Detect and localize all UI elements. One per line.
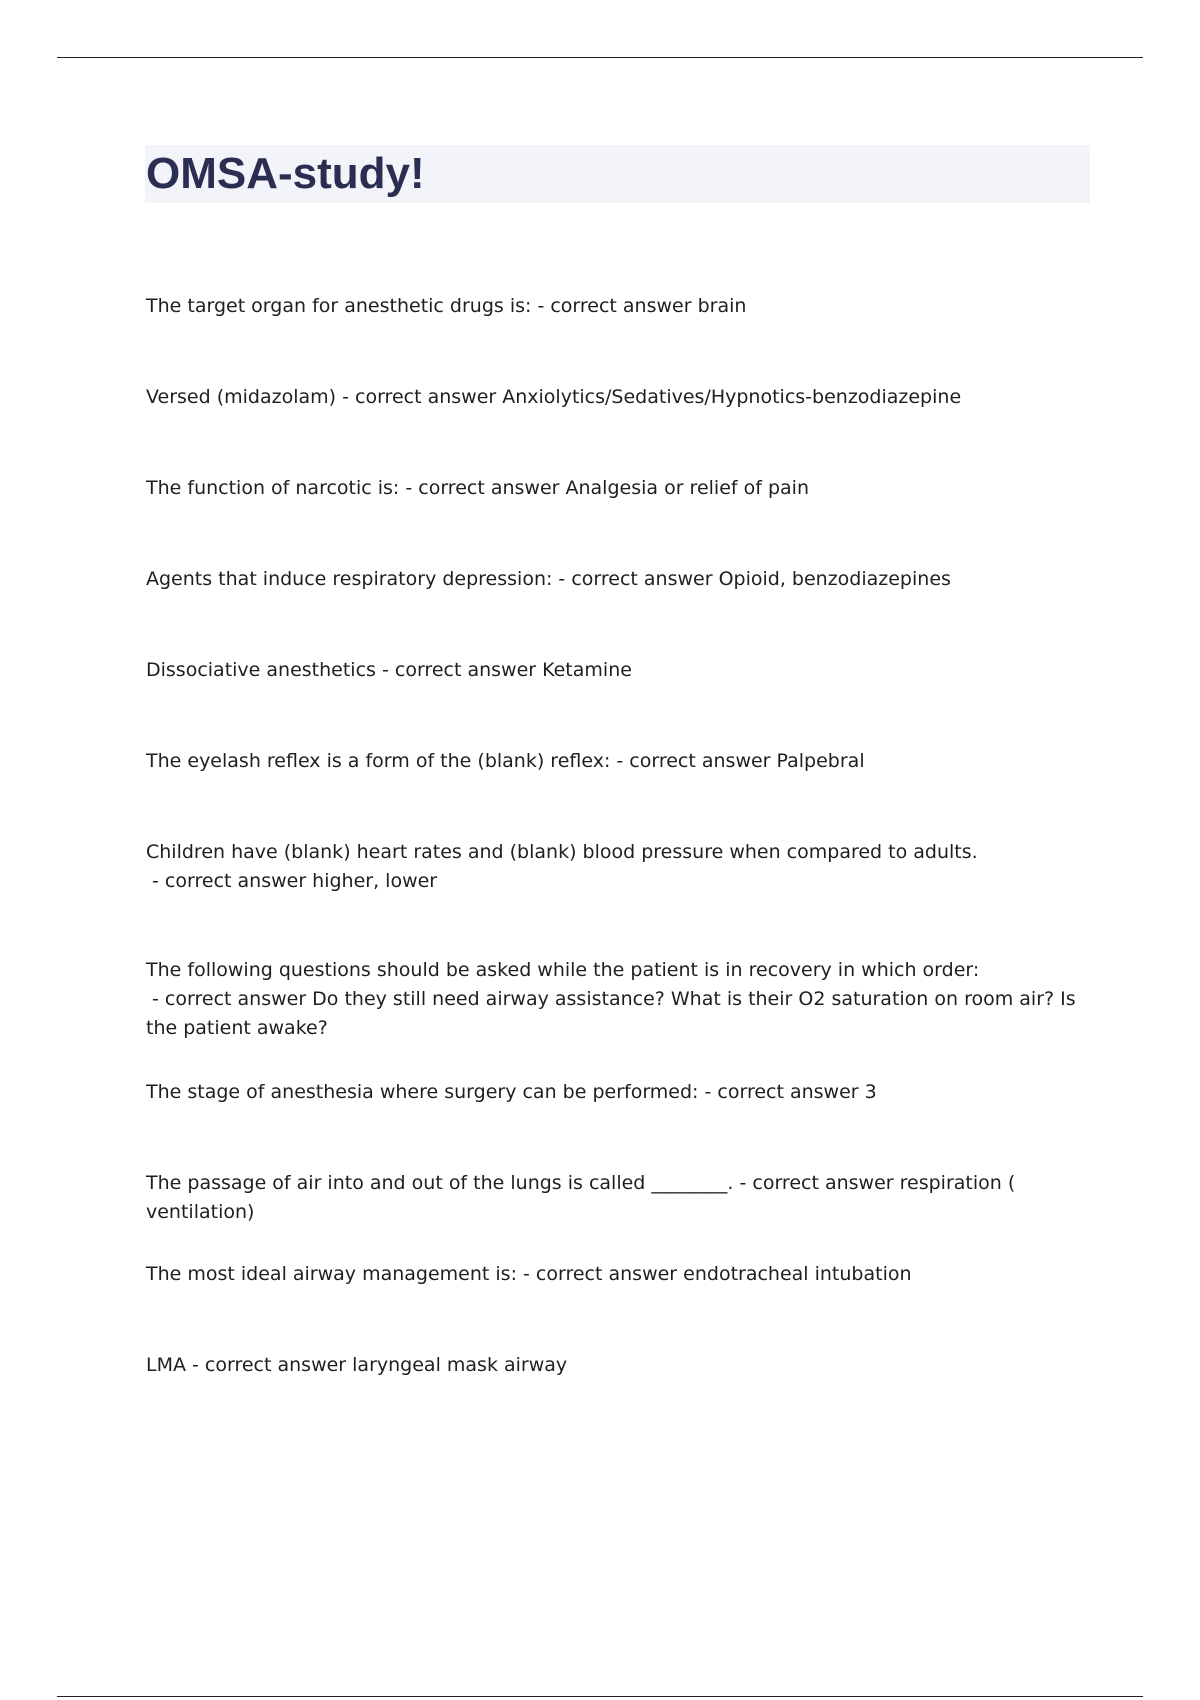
answer: endotracheal intubation xyxy=(683,1263,912,1285)
qa-item xyxy=(146,292,1086,321)
answer: Analgesia or relief of pain xyxy=(565,477,809,499)
qa-item xyxy=(146,1351,1086,1380)
question: The stage of anesthesia where surgery can be performed: xyxy=(146,1081,699,1103)
answer: laryngeal mask airway xyxy=(352,1354,568,1376)
qa-item xyxy=(146,1260,1086,1289)
question: The target organ for anesthetic drugs is: xyxy=(146,295,532,317)
answer-separator: - correct answer xyxy=(610,750,777,772)
answer-separator: - correct answer xyxy=(146,988,313,1010)
question: Children have (blank) heart rates and (blank) blood pressure when compared to adults. xyxy=(146,841,978,863)
answer: Anxiolytics/Sedatives/Hypnotics-benzodiazepine xyxy=(502,386,962,408)
qa-item xyxy=(146,383,1086,412)
document-title: OMSA-study! xyxy=(146,149,425,198)
question: LMA xyxy=(146,1354,186,1376)
answer: Do they still need airway assistance? What is their O2 saturation on room air? Is the patient awake? xyxy=(146,988,1076,1039)
qa-item xyxy=(146,565,1086,594)
answer: higher, lower xyxy=(312,870,438,892)
qa-item xyxy=(146,1169,1086,1227)
answer-separator: - correct answer xyxy=(698,1081,865,1103)
answer: Opioid, benzodiazepines xyxy=(718,568,951,590)
answer: Ketamine xyxy=(542,659,632,681)
qa-item xyxy=(146,838,1086,896)
answer-separator: - correct answer xyxy=(375,659,543,681)
answer-separator: - correct answer xyxy=(516,1263,684,1285)
question: The function of narcotic is: xyxy=(146,477,400,499)
answer-separator: - correct answer xyxy=(399,477,566,499)
top-rule xyxy=(57,57,1143,58)
answer-separator: - correct answer xyxy=(733,1172,900,1194)
answer: 3 xyxy=(864,1081,877,1103)
question: The most ideal airway management is: xyxy=(146,1263,517,1285)
answer-separator: - correct answer xyxy=(531,295,698,317)
question: The eyelash reflex is a form of the (blank) reflex: xyxy=(146,750,611,772)
qa-item xyxy=(146,656,1086,685)
answer: Palpebral xyxy=(776,750,865,772)
answer-separator: - correct answer xyxy=(146,870,313,892)
qa-item xyxy=(146,747,1086,776)
qa-item xyxy=(146,1078,1086,1107)
question: Versed (midazolam) xyxy=(146,386,337,408)
answer-separator: - correct answer xyxy=(336,386,503,408)
answer-separator: - correct answer xyxy=(552,568,719,590)
qa-item xyxy=(146,474,1086,503)
answer-separator: - correct answer xyxy=(185,1354,353,1376)
qa-item xyxy=(146,956,1086,1043)
question: Dissociative anesthetics xyxy=(146,659,376,681)
question: Agents that induce respiratory depression: xyxy=(146,568,553,590)
bottom-rule xyxy=(57,1696,1143,1697)
answer: respiration ( ventilation) xyxy=(146,1172,1016,1223)
question: The passage of air into and out of the lungs is called ________. xyxy=(146,1172,734,1194)
question: The following questions should be asked while the patient is in recovery in which order: xyxy=(146,959,980,981)
answer: brain xyxy=(697,295,747,317)
